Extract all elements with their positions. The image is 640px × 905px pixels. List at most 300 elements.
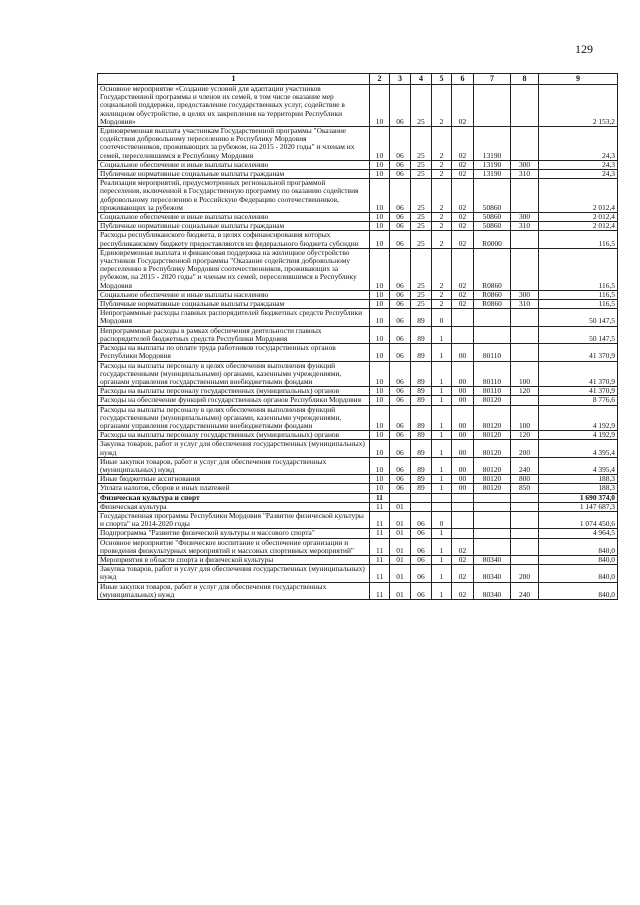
row-name: Расходы на обеспечение функций государственных органов Республики Мордовия (98, 396, 370, 405)
code-direction (474, 511, 511, 528)
code-direction: 80110 (474, 361, 511, 387)
code-event (452, 511, 474, 528)
row-name: Расходы на выплаты персоналу в целях обеспечения выполнения функций государственными (муниципальными) органами, казенными учреждениями, органами управления государственными внебюджетными фондами (98, 361, 370, 387)
code-subsection: 01 (390, 511, 411, 528)
row-name: Основное мероприятие «Создание условий для адаптации участников Государственной программы и членов их семей, в том числе оказание мер социальной поддержки, предоставление государственных услуг, содействие в жилищном обустройстве, в целях их закрепления на территории Республики Мордовия» (98, 85, 370, 127)
code-program: 25 (411, 290, 432, 299)
code-event: 02 (452, 565, 474, 582)
code-subprogram: 1 (432, 440, 452, 457)
code-section: 11 (370, 529, 390, 538)
code-expense-type: 800 (511, 475, 539, 484)
code-section: 10 (370, 290, 390, 299)
code-direction: 80340 (474, 565, 511, 582)
code-subsection: 06 (390, 170, 411, 179)
code-section: 11 (370, 555, 390, 564)
code-subsection: 06 (390, 309, 411, 326)
code-subprogram: 1 (432, 396, 452, 405)
row-amount: 41 370,9 (539, 361, 618, 387)
code-subsection: 01 (390, 529, 411, 538)
row-name: Расходы республиканского бюджета, в целях софинансирования которых республиканскому бюджету предоставляются из федерального бюджета субсидии (98, 231, 370, 248)
code-subsection: 06 (390, 85, 411, 127)
code-section: 10 (370, 213, 390, 222)
code-program: 89 (411, 396, 432, 405)
code-subprogram (432, 493, 452, 502)
code-program: 89 (411, 326, 432, 343)
code-section: 10 (370, 440, 390, 457)
code-section: 11 (370, 511, 390, 528)
code-direction: 50860 (474, 213, 511, 222)
code-subsection: 06 (390, 231, 411, 248)
code-direction: 80120 (474, 440, 511, 457)
row-amount: 188,3 (539, 484, 618, 493)
row-name: Физическая культура и спорт (98, 493, 370, 502)
code-subsection: 06 (390, 300, 411, 309)
row-amount: 50 147,5 (539, 326, 618, 343)
code-section: 10 (370, 387, 390, 396)
code-program: 25 (411, 213, 432, 222)
row-name: Публичные нормативные социальные выплаты гражданам (98, 170, 370, 179)
code-event (452, 326, 474, 343)
code-subprogram: 2 (432, 85, 452, 127)
row-name: Единовременная выплата участникам Государственной программы "Оказание содействия добровольному переселению в Республику Мордовия соотечественников, проживающих за рубежом, на 2015 - 2020 годы" и членам их семей, переселившимся в Республику Мордовия (98, 127, 370, 161)
code-program: 25 (411, 179, 432, 213)
code-section: 11 (370, 565, 390, 582)
code-program: 06 (411, 582, 432, 599)
column-header: 3 (390, 74, 411, 85)
code-direction: R0860 (474, 290, 511, 299)
code-direction: 80120 (474, 396, 511, 405)
code-expense-type: 240 (511, 457, 539, 474)
code-direction: 80340 (474, 582, 511, 599)
code-subprogram: 1 (432, 565, 452, 582)
code-section: 10 (370, 326, 390, 343)
code-expense-type (511, 127, 539, 161)
row-name: Публичные нормативные социальные выплаты гражданам (98, 300, 370, 309)
row-amount: 1 690 374,0 (539, 493, 618, 502)
table-row (98, 582, 618, 599)
code-direction: 80340 (474, 555, 511, 564)
code-expense-type: 120 (511, 431, 539, 440)
code-section: 10 (370, 222, 390, 231)
code-expense-type: 310 (511, 222, 539, 231)
code-expense-type (511, 555, 539, 564)
code-program (411, 502, 432, 511)
column-header: 8 (511, 74, 539, 85)
code-program: 89 (411, 405, 432, 431)
row-name: Публичные нормативные социальные выплаты гражданам (98, 222, 370, 231)
code-program: 89 (411, 387, 432, 396)
column-header: 2 (370, 74, 390, 85)
row-name: Расходы на выплаты по оплате труда работников государственных органов Республики Мордовия (98, 344, 370, 361)
table-row (98, 440, 618, 457)
code-subprogram: 1 (432, 431, 452, 440)
code-subsection: 01 (390, 565, 411, 582)
code-event (452, 502, 474, 511)
code-subsection: 01 (390, 538, 411, 555)
row-amount: 2 153,2 (539, 85, 618, 127)
code-program: 25 (411, 222, 432, 231)
row-amount: 840,0 (539, 565, 618, 582)
code-subsection: 06 (390, 361, 411, 387)
code-subprogram: 2 (432, 300, 452, 309)
code-subsection: 06 (390, 396, 411, 405)
code-event (452, 309, 474, 326)
code-event: 00 (452, 344, 474, 361)
code-expense-type (511, 502, 539, 511)
table-row (98, 529, 618, 538)
row-amount: 116,5 (539, 290, 618, 299)
code-section: 10 (370, 361, 390, 387)
code-subsection: 06 (390, 179, 411, 213)
code-expense-type: 300 (511, 290, 539, 299)
code-subprogram: 2 (432, 231, 452, 248)
code-subprogram: 0 (432, 309, 452, 326)
code-direction (474, 326, 511, 343)
code-program: 89 (411, 475, 432, 484)
code-event: 02 (452, 290, 474, 299)
table-row (98, 85, 618, 127)
code-subprogram (432, 502, 452, 511)
row-name: Физическая культура (98, 502, 370, 511)
row-amount: 8 776,6 (539, 396, 618, 405)
code-program: 89 (411, 440, 432, 457)
code-direction: R0860 (474, 248, 511, 290)
code-expense-type: 100 (511, 361, 539, 387)
row-amount: 4 395,4 (539, 440, 618, 457)
code-direction: 50860 (474, 222, 511, 231)
code-event: 00 (452, 396, 474, 405)
code-subprogram: 1 (432, 457, 452, 474)
code-event: 00 (452, 457, 474, 474)
code-event: 00 (452, 440, 474, 457)
code-subprogram: 2 (432, 248, 452, 290)
code-subprogram: 2 (432, 222, 452, 231)
row-amount: 116,5 (539, 300, 618, 309)
row-amount: 116,5 (539, 231, 618, 248)
code-subsection: 06 (390, 290, 411, 299)
code-expense-type (511, 231, 539, 248)
code-subprogram: 1 (432, 529, 452, 538)
code-subprogram: 1 (432, 484, 452, 493)
row-name: Реализация мероприятий, предусмотренных региональной программой переселения, включенной в Государственную программу по оказанию содействия добровольному переселению в Российскую Федерацию соотечественников, проживающих за рубежом (98, 179, 370, 213)
row-amount: 4 964,5 (539, 529, 618, 538)
code-event: 02 (452, 538, 474, 555)
row-name: Иные закупки товаров, работ и услуг для обеспечения государственных (муниципальных) нужд (98, 457, 370, 474)
row-name: Основное мероприятие "Физическое воспитание и обеспечение организации и проведения физкультурных мероприятий и массовых спортивных мероприятий" (98, 538, 370, 555)
row-name: Непрограммные расходы главных распорядителей бюджетных средств Республики Мордовия (98, 309, 370, 326)
code-program: 06 (411, 555, 432, 564)
code-direction: 80120 (474, 457, 511, 474)
row-amount: 2 012,4 (539, 213, 618, 222)
row-amount: 24,3 (539, 170, 618, 179)
row-amount: 2 012,4 (539, 222, 618, 231)
code-direction (474, 493, 511, 502)
code-event: 02 (452, 179, 474, 213)
table-row (98, 309, 618, 326)
row-amount: 24,3 (539, 160, 618, 169)
code-event: 02 (452, 222, 474, 231)
row-amount: 41 370,9 (539, 387, 618, 396)
code-section: 10 (370, 475, 390, 484)
code-direction (474, 502, 511, 511)
row-name: Подпрограмма "Развитие физической культуры и массового спорта" (98, 529, 370, 538)
code-program: 25 (411, 300, 432, 309)
code-subsection: 06 (390, 440, 411, 457)
code-direction: 80110 (474, 387, 511, 396)
code-event: 00 (452, 431, 474, 440)
table-row (98, 493, 618, 502)
row-name: Расходы на выплаты персоналу в целях обеспечения выполнения функций государственными (муниципальными) органами, казенными учреждениями, органами управления государственными внебюджетными фондами (98, 405, 370, 431)
row-name: Расходы на выплаты персоналу государственных (муниципальных) органов (98, 387, 370, 396)
row-amount: 4 192,9 (539, 405, 618, 431)
code-subsection (390, 493, 411, 502)
code-expense-type (511, 511, 539, 528)
code-section: 10 (370, 170, 390, 179)
row-amount: 1 147 687,3 (539, 502, 618, 511)
row-name: Социальное обеспечение и иные выплаты населению (98, 290, 370, 299)
code-section: 10 (370, 405, 390, 431)
code-subsection: 06 (390, 213, 411, 222)
code-section: 11 (370, 502, 390, 511)
code-direction: 13190 (474, 127, 511, 161)
code-subprogram: 2 (432, 179, 452, 213)
code-expense-type: 240 (511, 582, 539, 599)
code-subprogram: 2 (432, 213, 452, 222)
row-name: Единовременная выплата и финансовая поддержка на жилищное обустройство участников Государственной программы "Оказание содействия добровольному переселению в Республику Мордовия соотечественников, проживающих за рубежом, на 2015 - 2020 годы" и членам их семей, переселившимся в Республику Мордовия (98, 248, 370, 290)
row-name: Закупка товаров, работ и услуг для обеспечения государственных (муниципальных) нужд (98, 440, 370, 457)
code-direction (474, 309, 511, 326)
code-program: 89 (411, 344, 432, 361)
row-name: Уплата налогов, сборов и иных платежей (98, 484, 370, 493)
row-amount: 840,0 (539, 538, 618, 555)
code-direction (474, 538, 511, 555)
code-event: 02 (452, 213, 474, 222)
code-expense-type (511, 248, 539, 290)
code-subsection: 06 (390, 387, 411, 396)
code-subprogram: 2 (432, 160, 452, 169)
table-row (98, 396, 618, 405)
code-program: 89 (411, 361, 432, 387)
code-expense-type (511, 309, 539, 326)
code-program: 89 (411, 484, 432, 493)
code-subprogram: 1 (432, 475, 452, 484)
code-expense-type: 120 (511, 387, 539, 396)
code-expense-type: 200 (511, 440, 539, 457)
code-program: 25 (411, 231, 432, 248)
code-direction: 13190 (474, 170, 511, 179)
code-expense-type (511, 538, 539, 555)
code-direction (474, 85, 511, 127)
code-event: 00 (452, 405, 474, 431)
row-name: Социальное обеспечение и иные выплаты населению (98, 213, 370, 222)
code-subprogram: 0 (432, 511, 452, 528)
row-amount: 116,5 (539, 248, 618, 290)
code-expense-type (511, 396, 539, 405)
code-direction: 80120 (474, 405, 511, 431)
code-section: 10 (370, 309, 390, 326)
code-subprogram: 1 (432, 326, 452, 343)
code-event: 00 (452, 475, 474, 484)
code-event (452, 493, 474, 502)
code-section: 10 (370, 127, 390, 161)
code-direction: 80120 (474, 484, 511, 493)
table-row (98, 326, 618, 343)
code-subsection: 06 (390, 484, 411, 493)
code-section: 11 (370, 493, 390, 502)
row-name: Государственная программа Республики Мордовия "Развитие физической культуры и спорта" на 2014-2020 годы (98, 511, 370, 528)
code-subprogram: 2 (432, 170, 452, 179)
code-expense-type: 850 (511, 484, 539, 493)
code-subprogram: 1 (432, 387, 452, 396)
code-subprogram: 2 (432, 127, 452, 161)
code-subsection: 06 (390, 160, 411, 169)
code-event: 02 (452, 300, 474, 309)
row-name: Мероприятия в области спорта и физической культуры (98, 555, 370, 564)
code-expense-type (511, 326, 539, 343)
column-header: 7 (474, 74, 511, 85)
code-section: 10 (370, 484, 390, 493)
header-row (98, 74, 618, 85)
table-row (98, 538, 618, 555)
code-direction: R0860 (474, 300, 511, 309)
column-header: 4 (411, 74, 432, 85)
code-subsection: 06 (390, 127, 411, 161)
code-event: 02 (452, 582, 474, 599)
code-subprogram: 1 (432, 538, 452, 555)
row-amount: 41 370,9 (539, 344, 618, 361)
code-section: 10 (370, 85, 390, 127)
code-expense-type (511, 179, 539, 213)
row-name: Иные бюджетные ассигнования (98, 475, 370, 484)
code-subsection: 06 (390, 344, 411, 361)
code-program: 89 (411, 309, 432, 326)
code-section: 10 (370, 160, 390, 169)
code-direction: 80110 (474, 344, 511, 361)
table-row (98, 511, 618, 528)
page-number: 129 (575, 42, 593, 56)
code-section: 10 (370, 344, 390, 361)
code-subsection: 06 (390, 222, 411, 231)
code-section: 10 (370, 248, 390, 290)
column-header: 9 (539, 74, 618, 85)
row-name: Расходы на выплаты персоналу государственных (муниципальных) органов (98, 431, 370, 440)
row-name: Иные закупки товаров, работ и услуг для обеспечения государственных (муниципальных) нужд (98, 582, 370, 599)
code-section: 10 (370, 457, 390, 474)
code-expense-type (511, 344, 539, 361)
code-event: 02 (452, 231, 474, 248)
code-direction: 80120 (474, 431, 511, 440)
code-program: 06 (411, 511, 432, 528)
code-subprogram: 1 (432, 582, 452, 599)
code-program: 25 (411, 248, 432, 290)
code-subsection: 06 (390, 405, 411, 431)
code-section: 10 (370, 431, 390, 440)
code-subprogram: 1 (432, 555, 452, 564)
table-row (98, 565, 618, 582)
code-section: 10 (370, 179, 390, 213)
code-event: 00 (452, 361, 474, 387)
code-subsection: 01 (390, 582, 411, 599)
code-section: 10 (370, 231, 390, 248)
code-event (452, 529, 474, 538)
row-amount: 4 395,4 (539, 457, 618, 474)
code-section: 11 (370, 538, 390, 555)
code-subsection: 06 (390, 326, 411, 343)
code-subsection: 01 (390, 502, 411, 511)
code-direction: 13190 (474, 160, 511, 169)
table-row (98, 231, 618, 248)
table-row (98, 457, 618, 474)
code-event: 02 (452, 555, 474, 564)
row-name: Закупка товаров, работ и услуг для обеспечения государственных (муниципальных) нужд (98, 565, 370, 582)
row-amount: 4 192,9 (539, 431, 618, 440)
table-row (98, 361, 618, 387)
code-expense-type (511, 529, 539, 538)
code-expense-type: 300 (511, 160, 539, 169)
row-amount: 188,3 (539, 475, 618, 484)
code-subprogram: 2 (432, 290, 452, 299)
table-row (98, 248, 618, 290)
row-amount: 50 147,5 (539, 309, 618, 326)
code-section: 11 (370, 582, 390, 599)
code-section: 10 (370, 300, 390, 309)
code-event: 02 (452, 160, 474, 169)
code-expense-type (511, 493, 539, 502)
code-subsection: 06 (390, 475, 411, 484)
code-event: 00 (452, 484, 474, 493)
code-expense-type: 310 (511, 170, 539, 179)
code-expense-type: 100 (511, 405, 539, 431)
code-section: 10 (370, 396, 390, 405)
code-subsection: 06 (390, 248, 411, 290)
code-subprogram: 1 (432, 405, 452, 431)
row-amount: 24,3 (539, 127, 618, 161)
code-expense-type (511, 85, 539, 127)
row-name: Социальное обеспечение и иные выплаты населению (98, 160, 370, 169)
code-subprogram: 1 (432, 361, 452, 387)
code-program: 89 (411, 431, 432, 440)
code-program: 25 (411, 170, 432, 179)
table-row (98, 179, 618, 213)
code-program: 25 (411, 127, 432, 161)
code-expense-type: 310 (511, 300, 539, 309)
column-header: 6 (452, 74, 474, 85)
code-subsection: 01 (390, 555, 411, 564)
code-subprogram: 1 (432, 344, 452, 361)
table-row (98, 405, 618, 431)
column-header: 1 (98, 74, 370, 85)
code-direction: R0000 (474, 231, 511, 248)
code-subsection: 06 (390, 457, 411, 474)
row-amount: 840,0 (539, 555, 618, 564)
code-direction: 80120 (474, 475, 511, 484)
code-program (411, 493, 432, 502)
row-name: Непрограммные расходы в рамках обеспечения деятельности главных распорядителей бюджетных средств Республики Мордовия (98, 326, 370, 343)
code-direction (474, 529, 511, 538)
code-program: 25 (411, 160, 432, 169)
code-program: 25 (411, 85, 432, 127)
code-program: 06 (411, 565, 432, 582)
table-row (98, 127, 618, 161)
code-program: 06 (411, 538, 432, 555)
code-expense-type: 300 (511, 213, 539, 222)
row-amount: 1 074 450,6 (539, 511, 618, 528)
table-row (98, 484, 618, 493)
code-event: 02 (452, 170, 474, 179)
code-expense-type: 200 (511, 565, 539, 582)
column-header: 5 (432, 74, 452, 85)
code-event: 00 (452, 387, 474, 396)
